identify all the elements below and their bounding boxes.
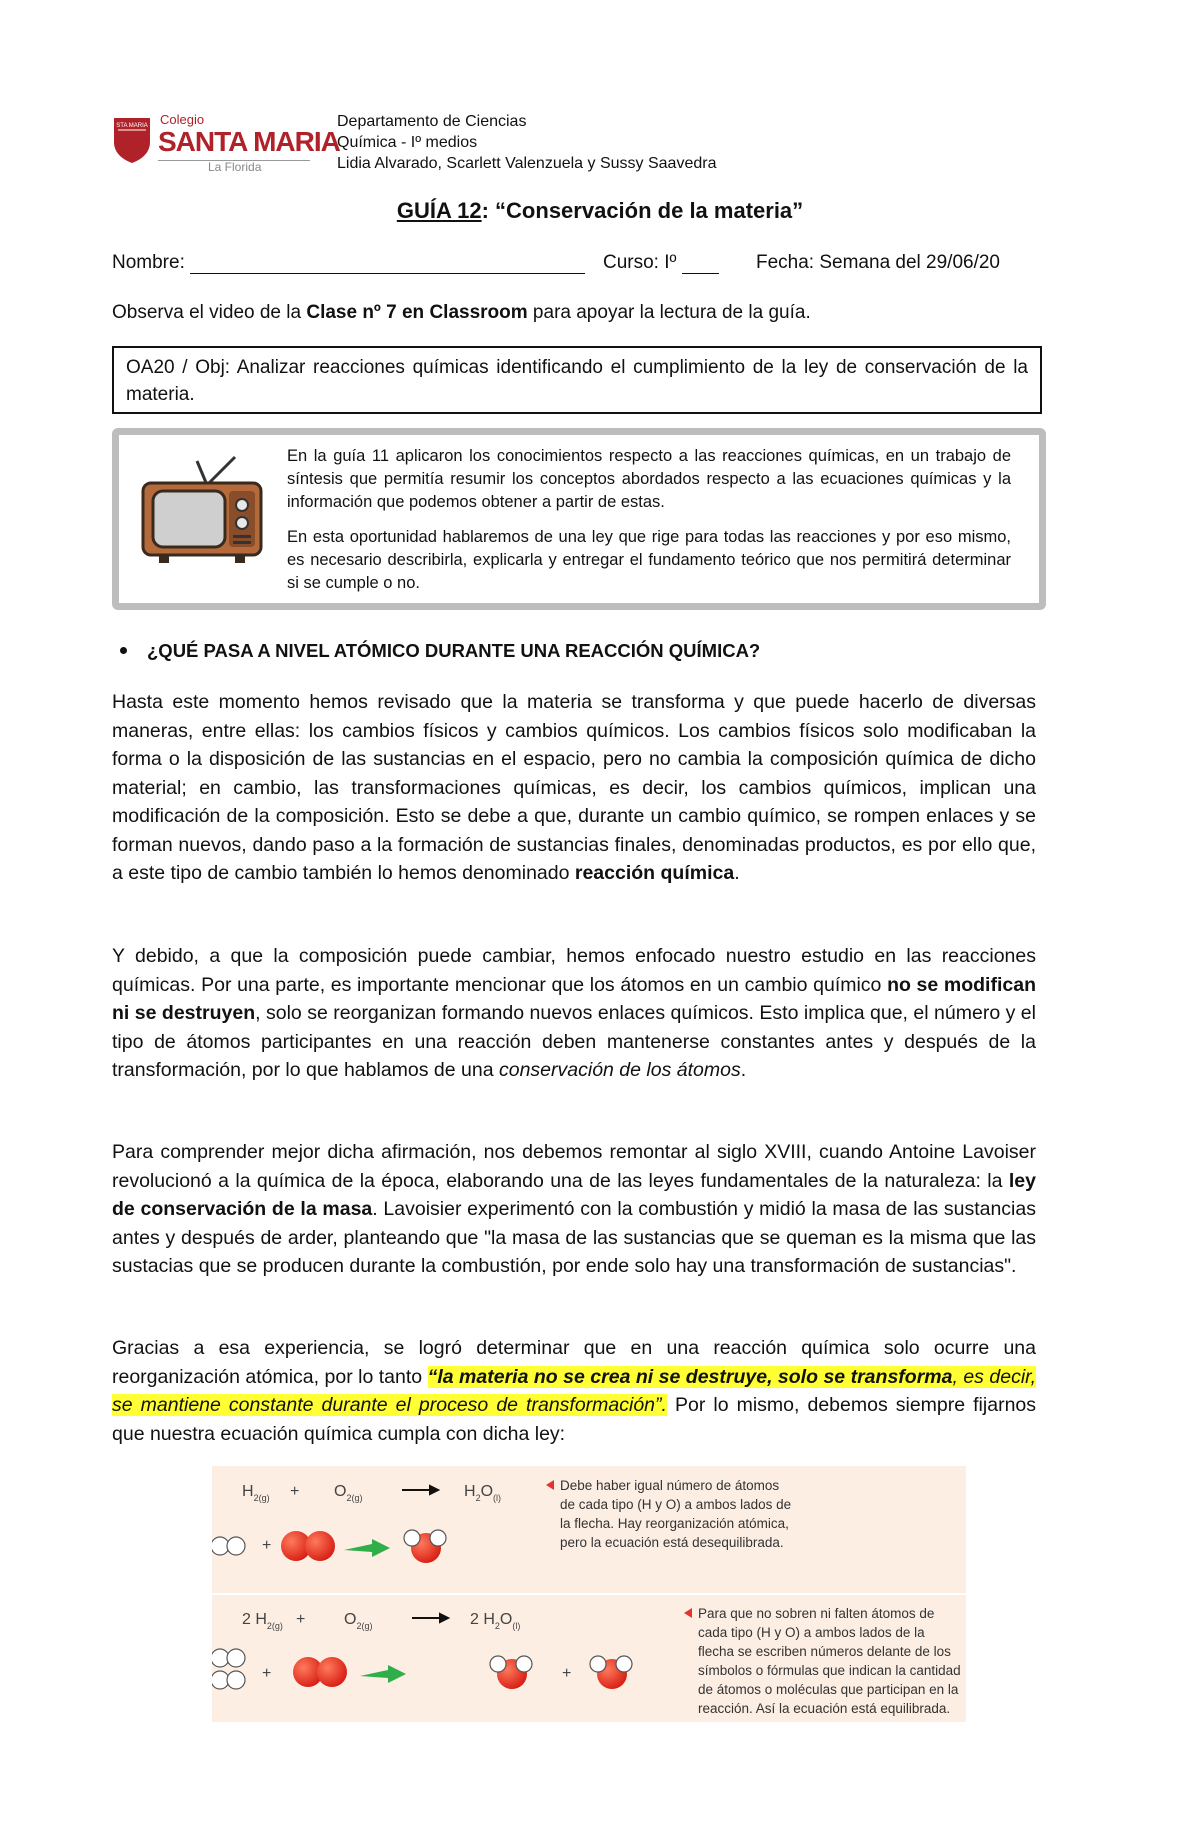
intro-paragraph-1: En la guía 11 aplicaron los conocimientos respecto a las reacciones químicas, en un trabajo de síntesis que permitía resumir los conceptos abordados respecto a las ecuaciones químicas y la información que podemos obtener a partir de estas. xyxy=(287,447,1011,511)
paragraph-1: Hasta este momento hemos revisado que la materia se transforma y que puede hacerlo de diversas maneras, entre ellas: los cambios físicos y cambios químicos. Los cambios físicos solo modificaban la forma o la disposición de las sustancias en el espacio, pero no cambia la composición química de dicho material; en cambio, las transformaciones químicas, es decir, los cambios químicos, implican una modificación de la composición. Esto se debe a que, durante un cambio químico, se rompen enlaces y se forman nuevos, dando paso a la formación de sustancias finales, denominadas productos, es por ello que, a este tipo de cambio también lo hemos denominado reacción química. xyxy=(112,691,1036,884)
reaction-figure xyxy=(212,1466,966,1722)
row1-h2o: $H_2O_{(l)}$ xyxy=(464,1483,502,1503)
logo-name: SANTA MARIA xyxy=(158,126,340,157)
department: Departamento de Ciencias xyxy=(337,113,527,130)
logo-subtitle: La Florida xyxy=(208,160,262,174)
row2-plus-a: + xyxy=(262,1665,272,1682)
intro-box xyxy=(112,428,1046,610)
row2-plus: + xyxy=(296,1611,306,1628)
row2-plus-b: + xyxy=(562,1665,572,1682)
pointer-icon xyxy=(546,1480,554,1490)
pointer-icon xyxy=(684,1608,692,1618)
intro-text xyxy=(287,445,1011,595)
highlight-law-rest: , es decir, se mantiene constante durante el proceso de transformación”. xyxy=(112,1365,1036,1416)
highlight-law: “la materia no se crea ni se destruye, solo se transforma xyxy=(427,1365,953,1388)
row2-2h2o: 2 $H_2O_{(l)}$ xyxy=(470,1611,521,1631)
logo-colegio: Colegio xyxy=(160,112,205,127)
row1-plus: + xyxy=(290,1483,300,1500)
paragraph-2: Y debido, a que la composición puede cambiar, hemos enfocado nuestro estudio en las reacciones químicas. Por una parte, es importante mencionar que los átomos en un cambio químico no se modifican ni se destruyen, solo se reorganizan formando nuevos enlaces químicos. Esto implica que, el número y el tipo de átomos participantes en una reacción deben mantenerse constantes antes y después de la transformación, por lo que hablamos de una conservación de los átomos. xyxy=(112,945,1036,1081)
course-field[interactable] xyxy=(603,252,719,274)
page-title xyxy=(0,198,1200,224)
shield-text: STA MARIA xyxy=(116,123,148,129)
section-question: ¿QUÉ PASA A NIVEL ATÓMICO DURANTE UNA REACCIÓN QUÍMICA? xyxy=(112,640,760,662)
title-prefix: GUÍA 12 xyxy=(396,198,482,223)
shield-icon xyxy=(112,116,152,164)
row2-2h2: 2 $H_{2(g)}$ xyxy=(242,1611,283,1631)
row1-h2: $H_{2(g)}$ xyxy=(242,1483,270,1503)
observe-instruction: Observa el video de la Clase nº 7 en Classroom para apoyar la lectura de la guía. xyxy=(112,302,811,323)
row1-o2: $O_{2(g)}$ xyxy=(334,1483,363,1503)
name-label: Nombre: xyxy=(112,252,185,273)
row2-o2: $O_{2(g)}$ xyxy=(344,1611,373,1631)
course-label: Curso: Iº xyxy=(603,252,677,273)
authors: Lidia Alvarado, Scarlett Valenzuela y Sussy Saavedra xyxy=(337,155,717,172)
objective-box: OA20 / Obj: Analizar reacciones químicas identificando el cumplimiento de la ley de conservación de la materia. xyxy=(112,346,1042,414)
bullet-icon xyxy=(120,647,127,654)
classroom-reference: Clase nº 7 en Classroom xyxy=(306,302,528,323)
row1-plus-atoms: + xyxy=(262,1537,272,1554)
school-logo xyxy=(112,112,340,174)
row1-note: Debe haber igual número de átomos de cada tipo (H y O) a ambos lados de la flecha. Hay reorganización atómica, pero la ecuación está desequilibrada. xyxy=(560,1476,870,1552)
subject: Química - Iº medios xyxy=(337,134,478,151)
name-field[interactable] xyxy=(112,252,585,274)
row1-molecules xyxy=(212,1530,446,1563)
intro-paragraph-2: En esta oportunidad hablaremos de una ley que rige para todas las reacciones y por eso mismo, es necesario describirla, explicarla y entregar el fundamento teórico que nos permitirá determinar si se cumple o no. xyxy=(287,528,1011,592)
paragraph-4: Gracias a esa experiencia, se logró determinar que en una reacción química solo ocurre una reorganización atómica, por lo tanto “la materia no se crea ni se destruye, solo se transforma, es decir, se mantiene constante durante el proceso de transformación”. Por lo mismo, debemos siempre fijarnos que nuestra ecuación química cumpla con dicha ley: xyxy=(112,1337,1037,1445)
title-rest: : “Conservación de la materia” xyxy=(481,198,804,223)
date-label: Fecha: Semana del 29/06/20 xyxy=(756,252,1001,273)
paragraph-3: Para comprender mejor dicha afirmación, nos debemos remontar al siglo XVIII, cuando Antoine Lavoiser revolucionó a la química de la época, elaborando una de las leyes fundamentales de la naturaleza: la ley de conservación de la masa. Lavoisier experimentó con la combustión y midió la masa de las sustancias antes y después de arder, planteando que "la masa de las sustancias que se queman es la misma que las sustacias que se producen durante la combustión, por ende solo hay una transformación de sustancias". xyxy=(112,1141,1036,1277)
header-info xyxy=(337,111,716,174)
tv-icon xyxy=(141,455,263,565)
row2-note: Para que no sobren ni falten átomos de cada tipo (H y O) a ambos lados de la flecha se escriben números delante de los símbolos o fórmulas que indican la cantidad de átomos o moléculas que participan en la reacción. Así la ecuación está equilibrada. xyxy=(698,1604,962,1718)
student-fields xyxy=(112,252,1032,278)
